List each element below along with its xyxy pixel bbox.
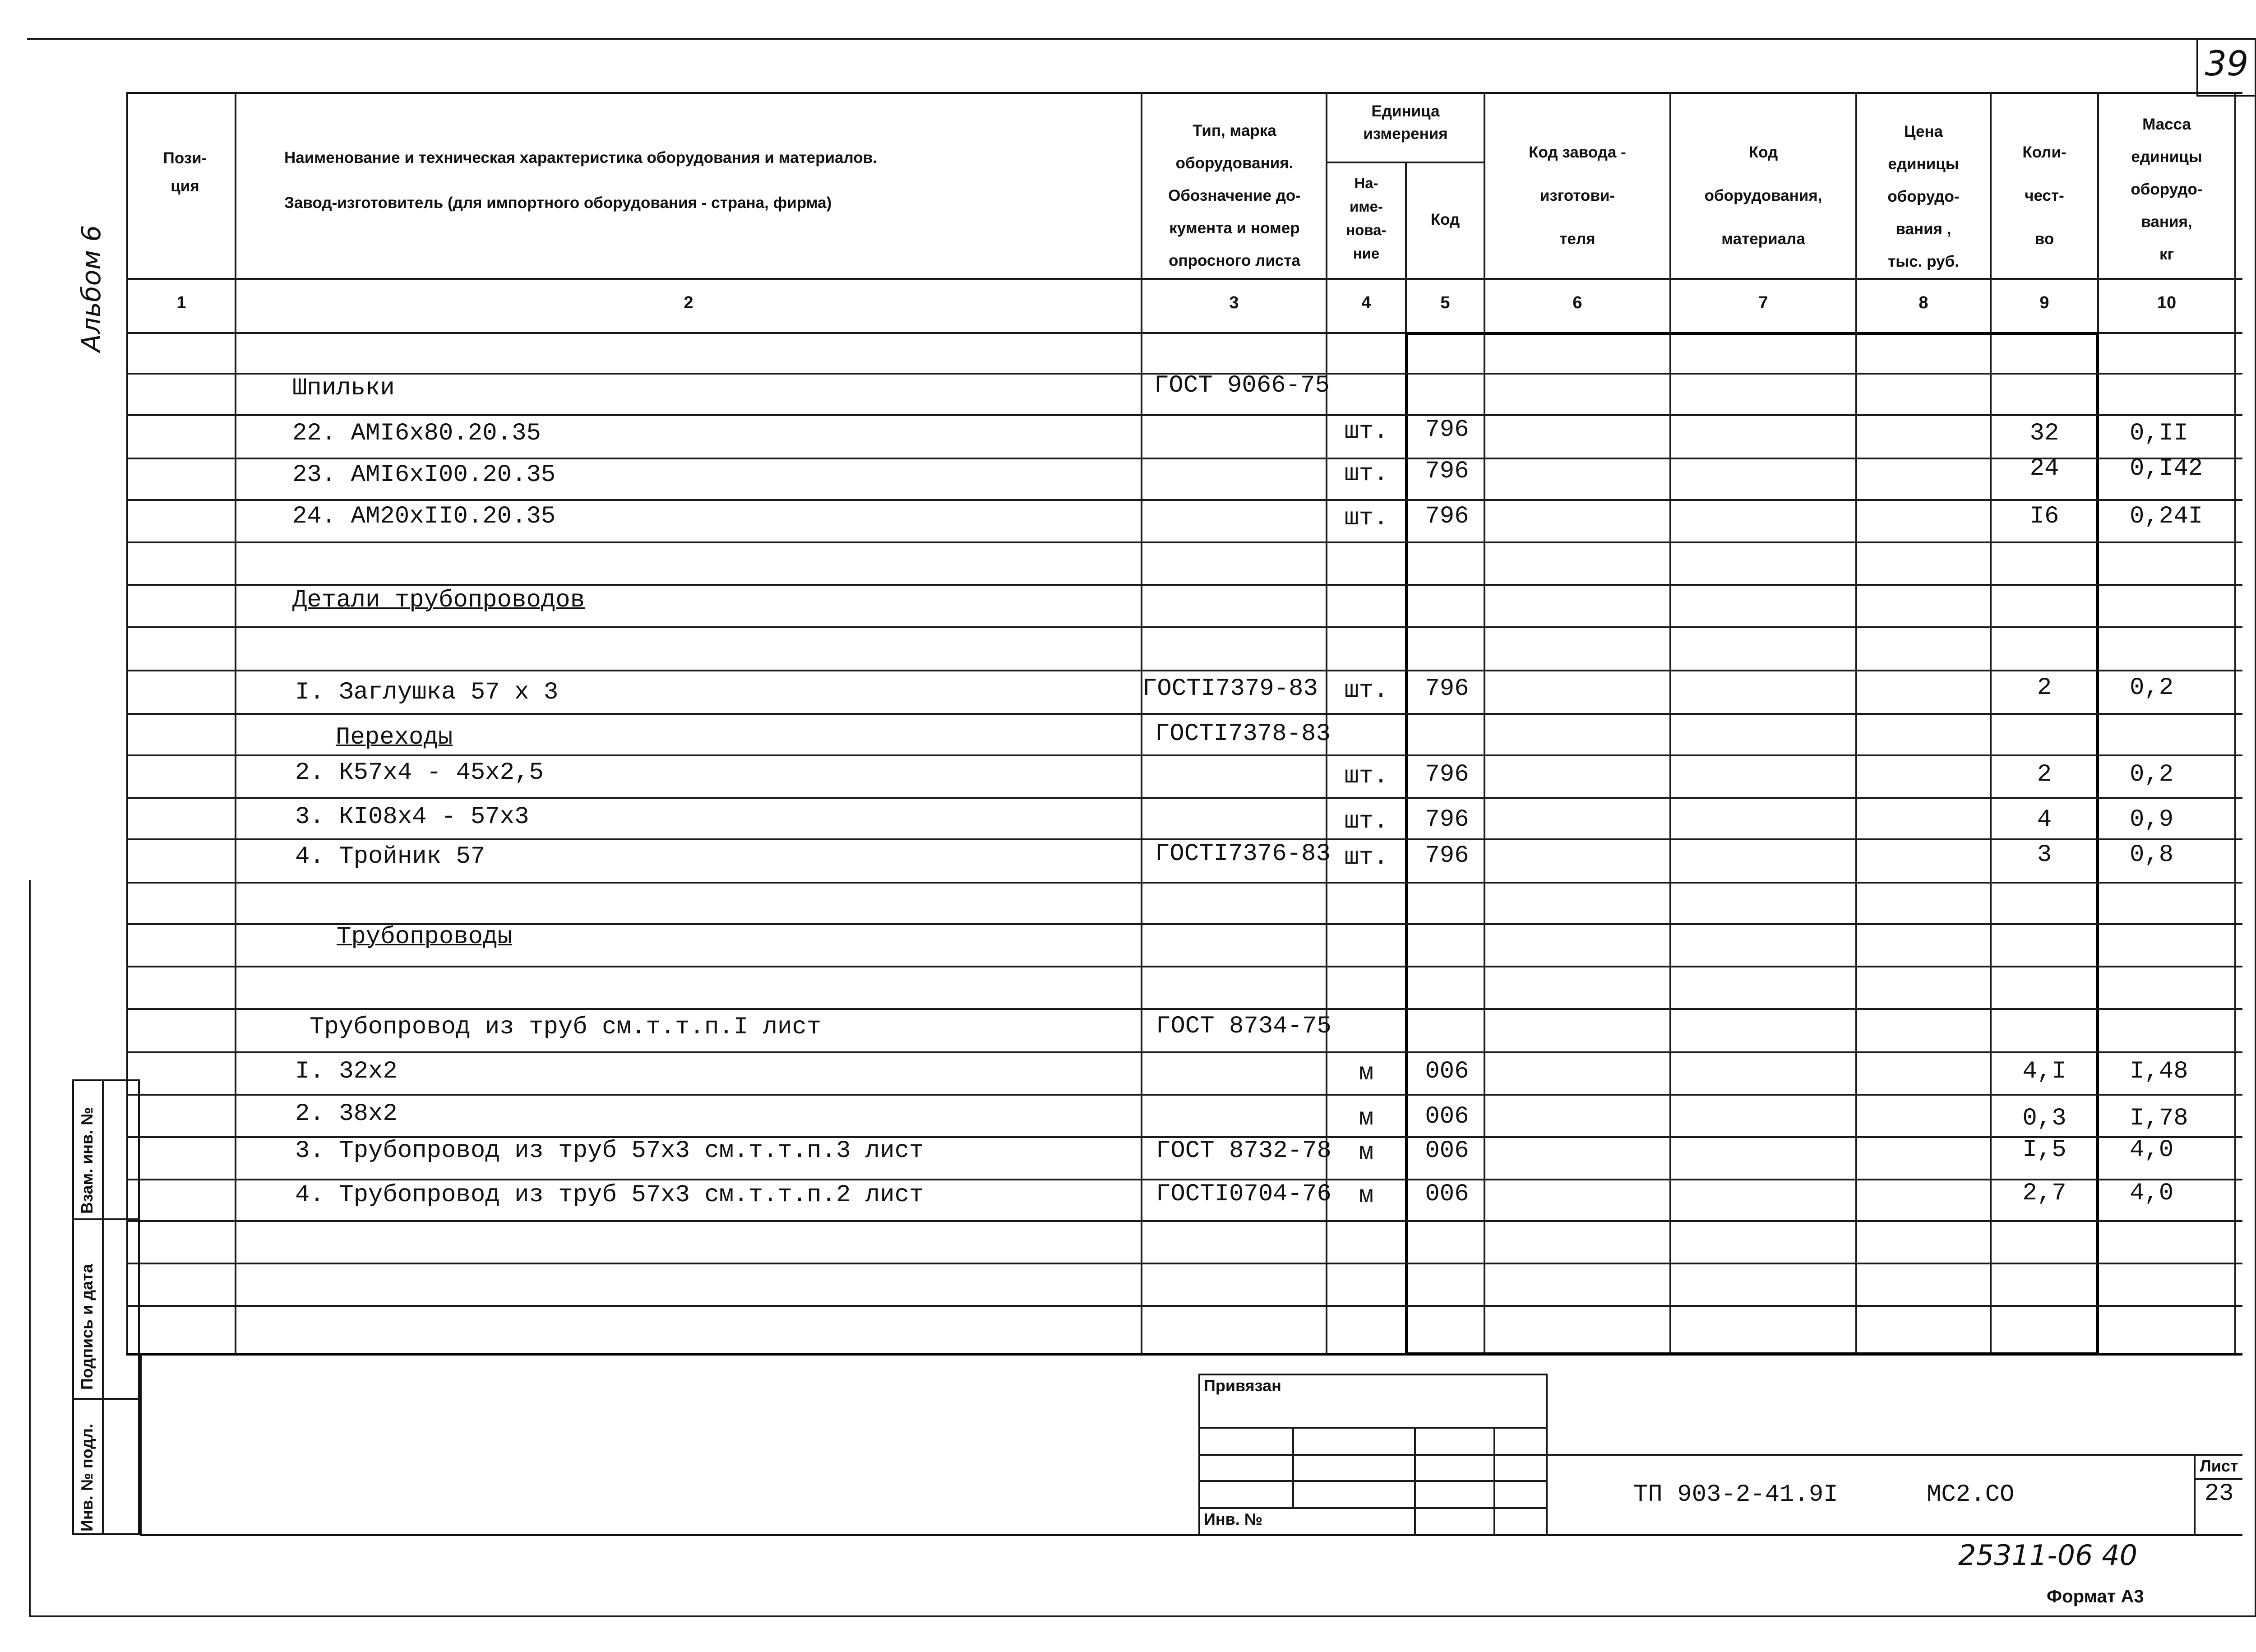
item-qty: I6 — [2029, 503, 2059, 530]
header-bottom-line — [126, 278, 2242, 280]
item-code: 796 — [1425, 503, 1469, 530]
item-qty: 0,3 — [2022, 1105, 2066, 1132]
item-qty: 4,I — [2022, 1058, 2066, 1085]
item-name: 4. Трубопровод из труб 57х3 см.т.т.п.2 лист — [295, 1181, 924, 1209]
header-col6: Код завода - изготови- теля — [1529, 143, 1626, 248]
item-mass: 0,II — [2130, 420, 2188, 447]
left-border-line — [29, 880, 31, 1617]
item-doc: ГОСТ 9066-75 — [1154, 372, 1330, 399]
col-number-8: 8 — [1919, 293, 1928, 312]
sheet-number: 23 — [2204, 1480, 2234, 1508]
item-code: 796 — [1425, 761, 1469, 788]
item-name: I. Заглушка 57 х 3 — [295, 679, 559, 706]
item-doc: ГОСТ 8734-75 — [1156, 1013, 1331, 1040]
item-code: 796 — [1425, 675, 1469, 703]
item-code: 006 — [1425, 1103, 1469, 1130]
attached-vline-3 — [1493, 1427, 1495, 1536]
item-name: 24. АМ20хII0.20.35 — [292, 503, 556, 530]
attached-vline-2 — [1414, 1427, 1416, 1536]
item-mass: 0,2 — [2130, 674, 2174, 702]
top-border-line — [27, 38, 2256, 40]
item-name: 2. 38х2 — [295, 1100, 398, 1128]
header-col10: Масса единицы оборудо- вания, кг — [2131, 116, 2203, 263]
header-col2: Наименование и техническая характеристика оборудования и материалов. Завод-изготовитель (для импортного оборудования - страна, фирма) — [284, 149, 877, 212]
col-number-9: 9 — [2039, 293, 2049, 312]
title-main-top-line — [1548, 1454, 2242, 1456]
header-col9: Коли- чест- во — [2022, 143, 2066, 248]
header-col5: Код — [1430, 211, 1460, 228]
item-doc: ГОСТI7378-83 — [1155, 720, 1331, 748]
item-mass: I,78 — [2130, 1105, 2188, 1132]
item-code: 796 — [1425, 842, 1469, 870]
item-mass: 0,I42 — [2130, 455, 2203, 482]
bottom-border-line — [29, 1615, 2256, 1617]
col-line-10 — [2234, 92, 2236, 1356]
section-heading: Детали трубопроводов — [292, 587, 585, 614]
section-heading: Трубопроводы — [337, 923, 512, 951]
item-mass: 4,0 — [2130, 1136, 2174, 1164]
item-code: 006 — [1425, 1058, 1469, 1085]
item-mass: 4,0 — [2130, 1180, 2174, 1207]
item-code: 006 — [1425, 1180, 1469, 1208]
document-code: ТП 903-2-41.9I — [1633, 1481, 1838, 1509]
item-unit: м — [1359, 1105, 1374, 1132]
item-code: 006 — [1425, 1137, 1469, 1165]
item-name: 3. Трубопровод из труб 57х3 см.т.т.п.3 лист — [295, 1137, 924, 1165]
col-line-2 — [1141, 92, 1142, 1356]
document-mark: МС2.СО — [1927, 1481, 2015, 1509]
item-name: 22. АМI6х80.20.35 — [292, 420, 541, 447]
item-doc: ГОСТI7376-83 — [1155, 840, 1331, 868]
col-number-5: 5 — [1440, 293, 1450, 312]
item-unit: шт. — [1344, 763, 1388, 790]
header-col4: На- име- нова- ние — [1346, 175, 1387, 262]
header-col8: Цена единицы оборудо- вания , тыс. руб. — [1887, 123, 1960, 270]
side-stamp-original-inv: Инв. № подл. — [78, 1424, 96, 1532]
item-doc: ГОСТ 8732-78 — [1156, 1137, 1331, 1165]
item-qty: I,5 — [2022, 1136, 2066, 1164]
album-label: Альбом 6 — [76, 225, 106, 352]
side-stamp-divider-1 — [72, 1218, 140, 1220]
attached-vline-1 — [1292, 1427, 1294, 1507]
attached-label: Привязан — [1204, 1376, 1281, 1395]
archive-number: 25311-06 40 — [1958, 1539, 2138, 1572]
item-unit: шт. — [1344, 808, 1388, 835]
unit-group-divider — [1326, 162, 1484, 163]
item-name: 3. КI08х4 - 57х3 — [295, 803, 529, 831]
item-qty: 2 — [2037, 761, 2052, 788]
col-number-7: 7 — [1758, 293, 1768, 312]
item-mass: 0,2 — [2130, 761, 2174, 788]
item-mass: 0,9 — [2130, 806, 2174, 833]
side-stamp-signature-date: Подпись и дата — [78, 1264, 96, 1390]
item-name: 2. К57х4 - 45х2,5 — [295, 759, 544, 787]
item-unit: шт. — [1344, 844, 1388, 871]
item-qty: 24 — [2029, 455, 2059, 482]
item-qty: 4 — [2037, 806, 2052, 833]
item-doc: ГОСТI7379-83 — [1142, 675, 1318, 703]
col-number-10: 10 — [2157, 293, 2177, 312]
col-number-6: 6 — [1572, 293, 1582, 312]
item-unit: шт. — [1344, 677, 1388, 704]
inv-label: Инв. № — [1204, 1510, 1262, 1528]
header-col7: Код оборудования, материала — [1704, 143, 1822, 248]
item-mass: 0,8 — [2130, 841, 2174, 869]
col-line-1 — [235, 92, 236, 1356]
header-unit-group: Единица измерения — [1363, 102, 1448, 143]
item-unit: шт. — [1344, 504, 1388, 532]
item-qty: 3 — [2037, 841, 2052, 869]
item-unit: шт. — [1344, 418, 1388, 445]
sheet-label: Лист — [2200, 1457, 2238, 1475]
side-stamp-divider-v — [102, 1079, 104, 1535]
header-col1: Пози- ция — [163, 149, 207, 195]
item-unit: м — [1359, 1182, 1374, 1210]
item-qty: 2,7 — [2022, 1180, 2066, 1207]
col-number-4: 4 — [1361, 293, 1371, 312]
corner-sheet-number: 39 — [2205, 43, 2249, 83]
item-mass: I,48 — [2130, 1058, 2188, 1085]
item-code: 796 — [1425, 416, 1469, 444]
col-number-1: 1 — [176, 293, 186, 312]
header-col3: Тип, марка оборудования. Обозначение до- кумента и номер опросного листа — [1168, 122, 1301, 269]
format-label: Формат А3 — [2047, 1587, 2144, 1606]
item-name: Переходы — [336, 724, 453, 751]
item-name: Шпильки — [292, 375, 395, 402]
title-block-frame — [140, 1354, 2242, 1536]
item-qty: 32 — [2029, 420, 2059, 447]
item-name: Трубопровод из труб см.т.т.п.I лист — [310, 1013, 822, 1041]
side-stamp-divider-2 — [72, 1398, 140, 1400]
col-number-3: 3 — [1229, 293, 1239, 312]
item-unit: м — [1359, 1139, 1374, 1166]
item-unit: м — [1359, 1060, 1374, 1087]
item-unit: шт. — [1344, 460, 1388, 488]
side-stamp-replace-inv: Взам. инв. № — [78, 1107, 96, 1214]
item-qty: 2 — [2037, 674, 2052, 702]
item-mass: 0,24I — [2130, 503, 2203, 530]
col-number-2: 2 — [684, 293, 693, 312]
item-name: 23. АМI6хI00.20.35 — [292, 461, 556, 489]
item-name: 4. Тройник 57 — [295, 843, 485, 870]
item-doc: ГОСТI0704-76 — [1156, 1180, 1331, 1208]
item-code: 796 — [1425, 458, 1469, 485]
item-code: 796 — [1425, 806, 1469, 833]
item-name: I. 32х2 — [295, 1058, 398, 1085]
